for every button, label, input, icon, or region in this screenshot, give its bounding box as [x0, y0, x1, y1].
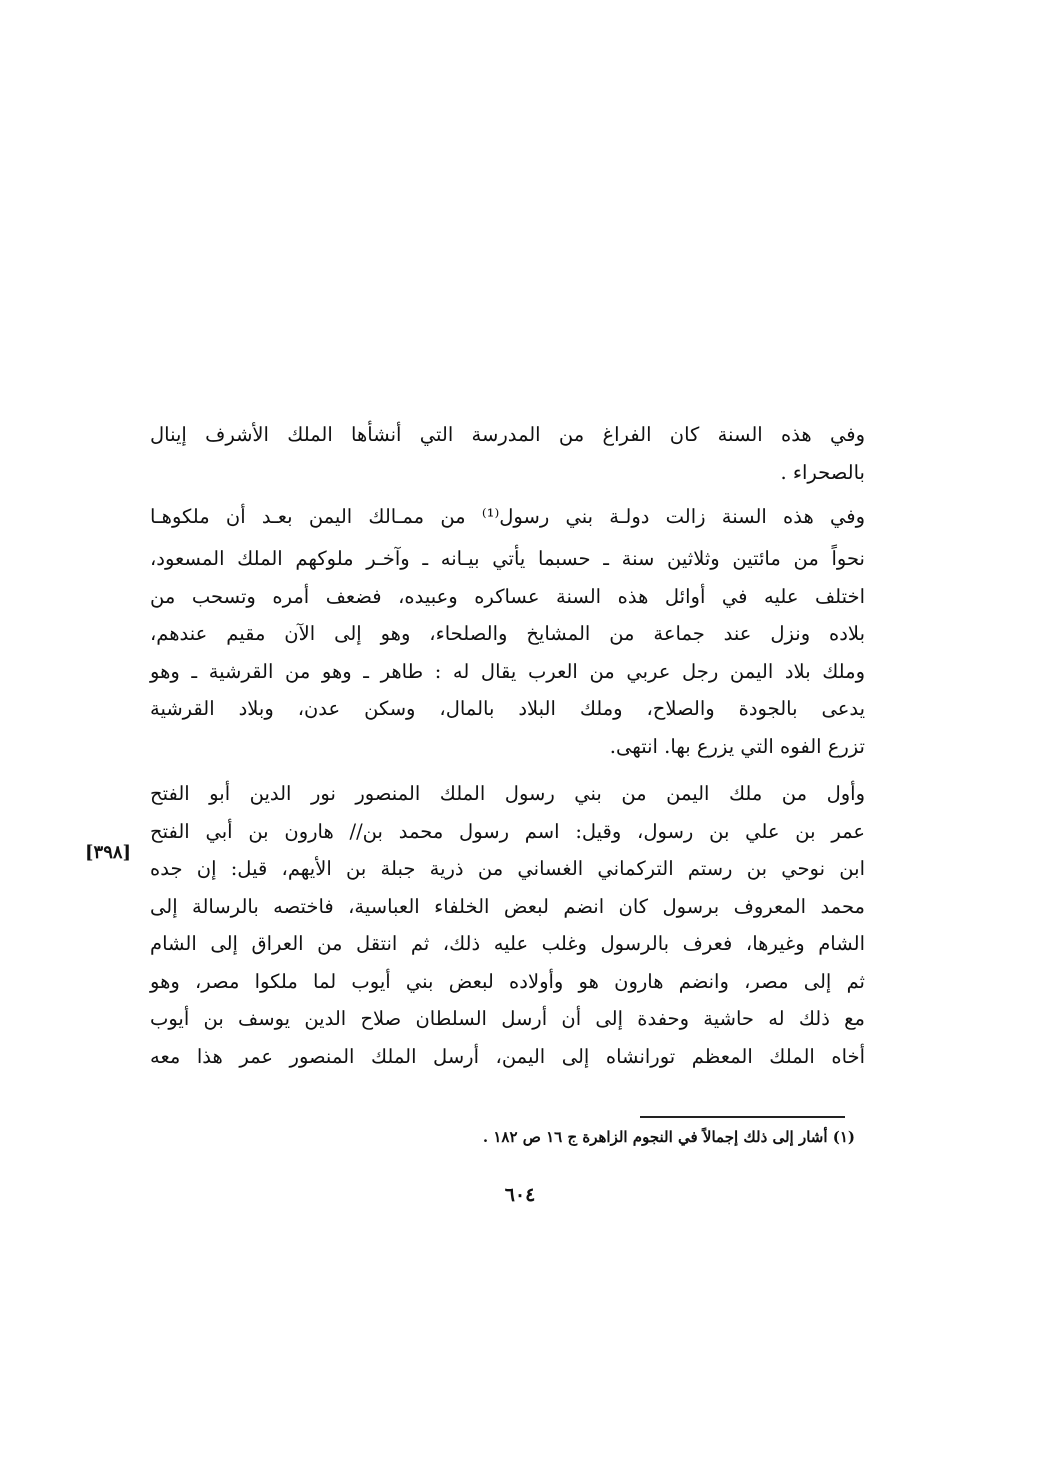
paragraph-first-rasulid-king	[150, 775, 865, 1075]
text-line: محمد المعروف برسول كان انضم لبعض الخلفاء العباسية، فاختصه بالرسالة إلى	[150, 894, 865, 918]
text-line: ابن نوحي بن رستم التركماني الغساني من ذرية جبلة بن الأيهم، قيل: إن جده	[150, 857, 865, 880]
text-line: بالصحراء .	[780, 460, 865, 484]
paragraph-bani-rasul-end	[150, 494, 865, 765]
text-line: وفي هذه السنة كان الفراغ من المدرسة التي أنشأها الملك الأشرف إينال	[150, 423, 865, 446]
text-line: يدعى بالجودة والصلاح، وملك البلاد بالمال، وسكن عدن، وبلاد القرشية	[150, 697, 865, 720]
text-line: عمر بن علي بن رسول، وقيل: اسم رسول محمد بن// هارون بن أبي الفتح	[150, 819, 865, 843]
text-line: وملك بلاد اليمن رجل عربي من العرب يقال له : طاهر ـ وهو من القرشية ـ وهو	[150, 659, 865, 683]
text-line: تزرع الفوه التي يزرع بها. انتهى.	[609, 734, 865, 758]
paragraph-madrasa	[150, 416, 865, 491]
footnote-divider	[640, 1116, 845, 1118]
text-line: نحواً من مائتين وثلاثين سنة ـ حسبما يأتي بيـانه ـ وآخـر ملوكهم الملك المسعود،	[150, 547, 865, 570]
page-number: ٦٠٤	[504, 1184, 536, 1206]
text-line: وأول من ملك اليمن من بني رسول الملك المنصور نور الدين أبو الفتح	[150, 782, 865, 805]
text-line: ثم إلى مصر، وانضم هارون هو وأولاده لبعض بني أيوب لما ملكوا مصر، وهو	[150, 969, 865, 993]
text-line: بلاده ونزل عند جماعة من المشايخ والصلحاء، وهو إلى الآن مقيم عندهم،	[150, 622, 865, 645]
text-line: أخاه الملك المعظم تورانشاه إلى اليمن، أرسل الملك المنصور عمر هذا معه	[150, 1044, 865, 1068]
text-line: مع ذلك له حاشية وحفدة إلى أن أرسل السلطان صلاح الدين يوسف بن أيوب	[150, 1007, 865, 1030]
text-line: الشام وغيرها، فعرف بالرسول وغلب عليه ذلك، ثم انتقل من العراق إلى الشام	[150, 932, 865, 955]
text-line: وفي هذه السنة زالت دولـة بني رسول⁽¹⁾ من ممـالك اليمن بعـد أن ملكوهـا	[150, 505, 865, 528]
manuscript-folio-marker: [٣٩٨]	[85, 842, 132, 863]
text-line: اختلف عليه في أوائل هذه السنة عساكره وعبيده، فضعف أمره وتسحب من	[150, 584, 865, 608]
footnote: (١) أشار إلى ذلك إجمالاً في النجوم الزاهرة ج ١٦ ص ١٨٢ .	[482, 1128, 855, 1146]
